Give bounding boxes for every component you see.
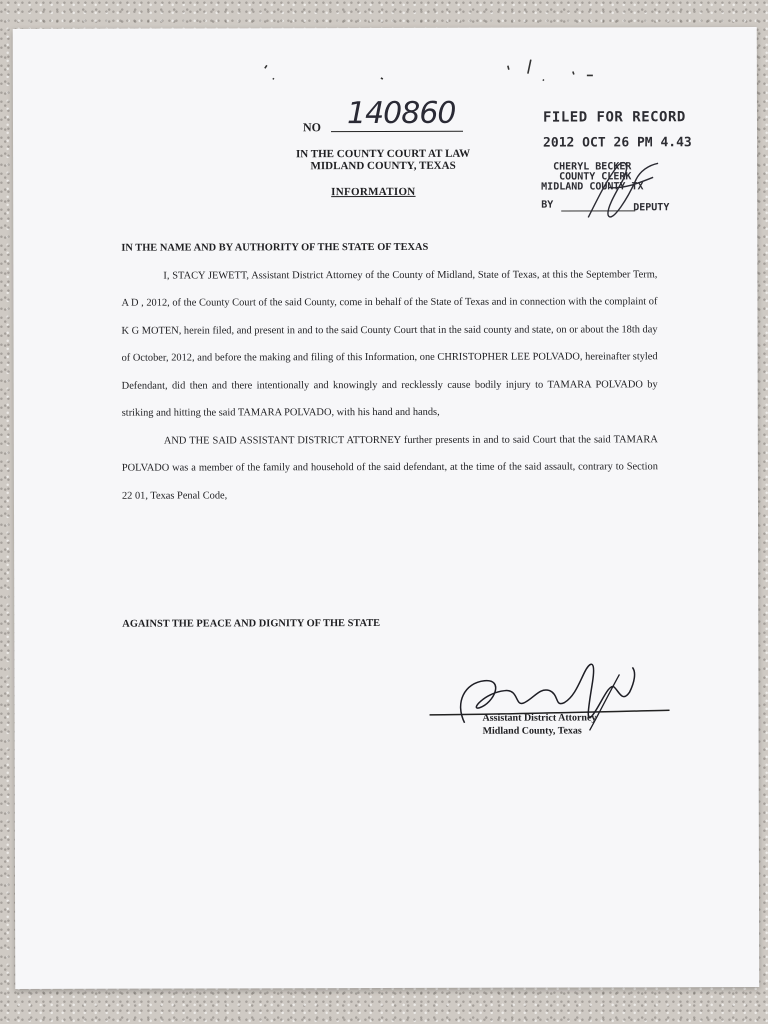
case-number: 140860 (346, 95, 456, 132)
document-page (13, 27, 760, 989)
attorney-title-line: Assistant District Attorney (482, 712, 597, 724)
clerk-signature-scribble (578, 157, 668, 227)
document-type-title: INFORMATION (331, 185, 416, 199)
filed-stamp-date: 2012 OCT 26 PM 4.43 (543, 135, 692, 151)
court-heading (273, 148, 493, 173)
case-number-label: NO (302, 120, 322, 135)
court-name: IN THE COUNTY COURT AT LAW (295, 147, 471, 161)
information-body (121, 233, 658, 509)
court-county: MIDLAND COUNTY, TEXAS (310, 159, 456, 173)
charge-paragraph: I, STACY JEWETT, Assistant District Attorney of the County of Midland, State of Texas, at this the September Term, A D , 2012, of the County Court of the said County, come in behalf of the State of Texas and in connection with the complaint of K G MOTEN, herein filed, and present in and to the said County Court that in the said county and state, on or about the 18th day of October, 2012, and before the making and filing of this Information, one CHRISTOPHER LEE POLVADO, hereinafter styled Defendant, did then and there intentionally and knowingly and recklessly cause bodily injury to TAMARA POLVADO by striking and hitting the said TAMARA POLVADO, with his hand and hands, (121, 268, 658, 419)
stray-pen-marks (243, 57, 623, 88)
filed-stamp: FILED FOR RECORD (542, 109, 686, 126)
clerk-name: CHERYL BECKER (553, 161, 632, 173)
family-paragraph: AND THE SAID ASSISTANT DISTRICT ATTORNEY further presents in and to said Court that the said TAMARA POLVADO was a member of the family and household of the said defendant, at the time of the said assault, contrary to Section 22 01, Texas Penal Code, (121, 433, 658, 502)
clerk-county: MIDLAND COUNTY TX (541, 181, 644, 193)
stamp-deputy-label: DEPUTY (633, 202, 670, 214)
clerk-title: COUNTY CLERK (559, 171, 632, 183)
authority-heading: IN THE NAME AND BY AUTHORITY OF THE STATE OF TEXAS (121, 241, 429, 254)
stamp-by-label: BY (541, 199, 554, 211)
attorney-county-line: Midland County, Texas (482, 725, 582, 737)
closing-statement: AGAINST THE PEACE AND DIGNITY OF THE STATE (122, 618, 381, 630)
attorney-title (483, 711, 597, 737)
